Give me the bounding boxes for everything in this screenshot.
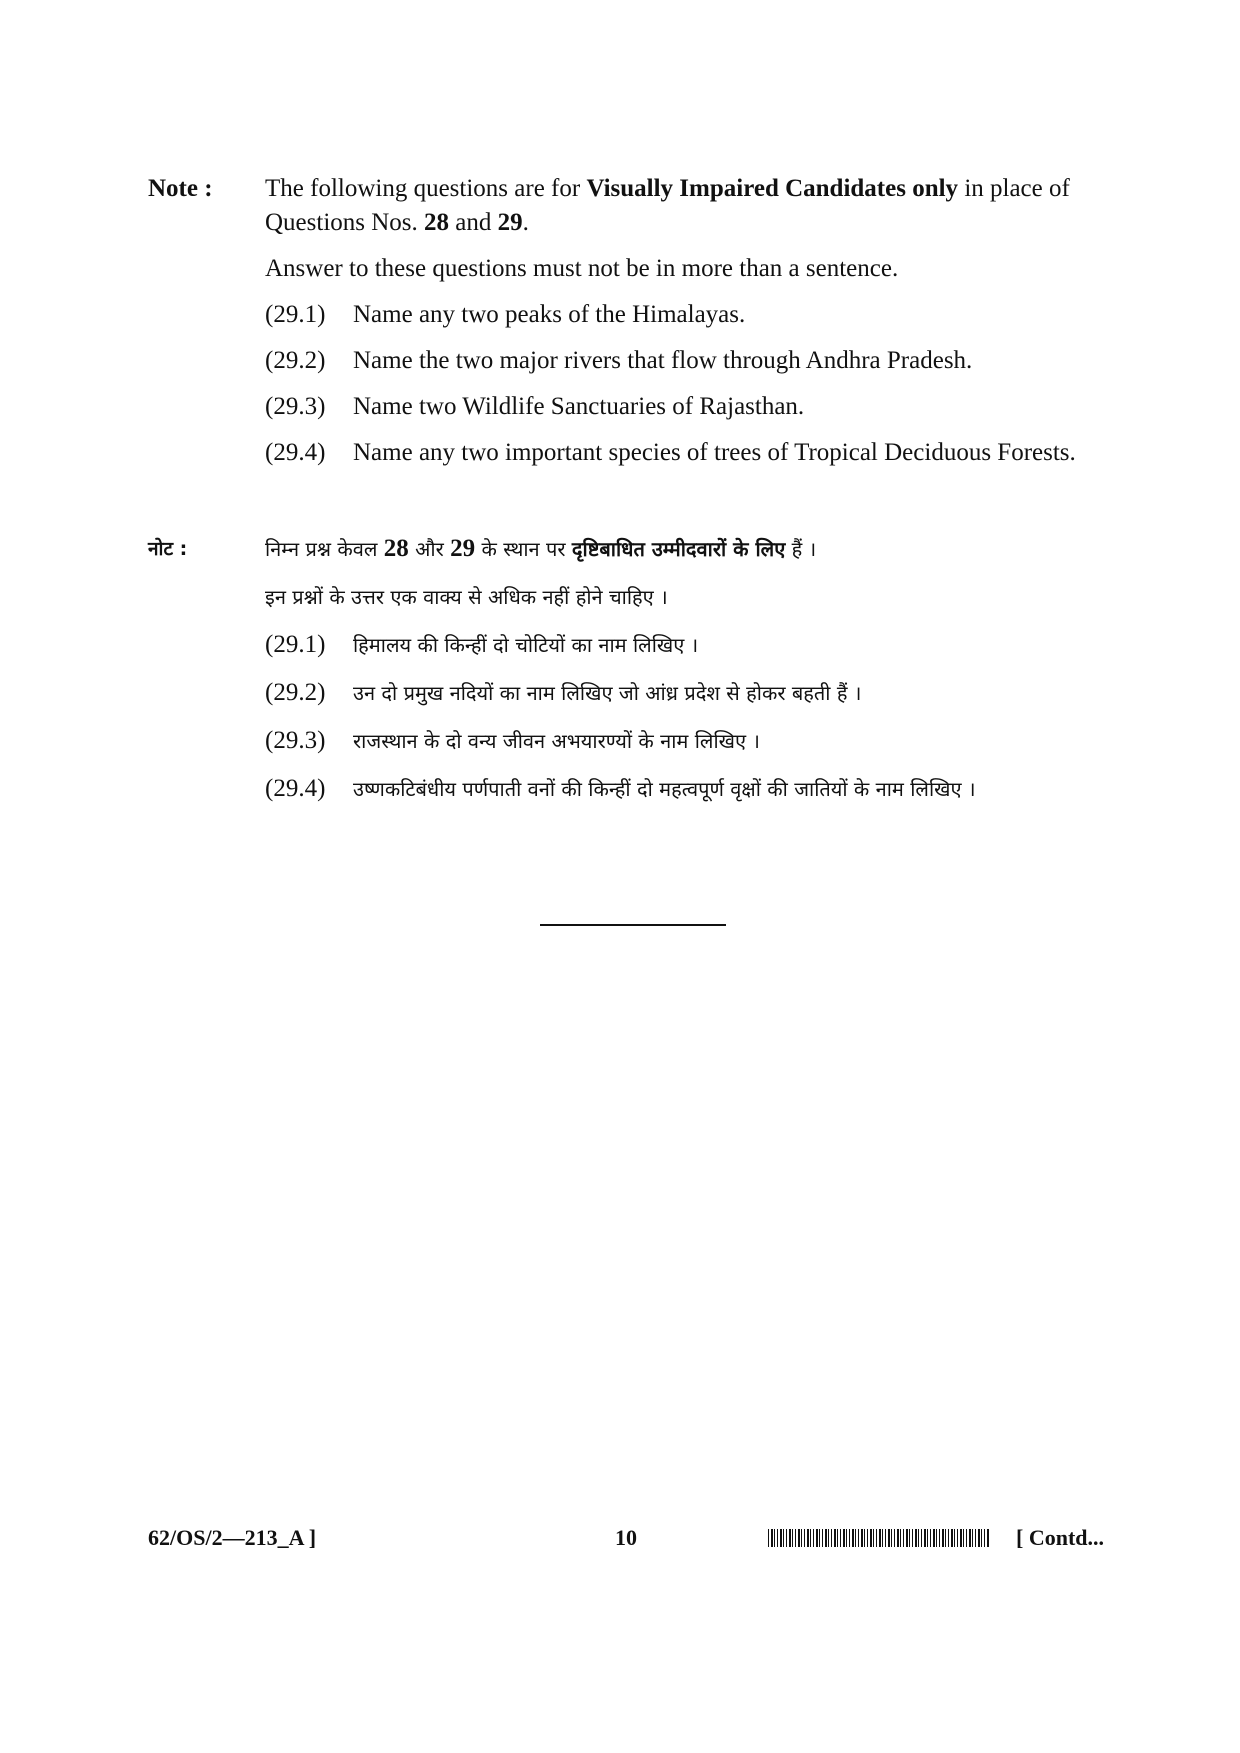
question-text: Name the two major rivers that flow through Andhra Pradesh. bbox=[353, 347, 973, 374]
note-label-hindi: नोट : bbox=[148, 538, 188, 560]
question-item bbox=[265, 724, 1128, 758]
question-item bbox=[265, 436, 1118, 470]
question-item bbox=[265, 628, 1128, 662]
question-item bbox=[265, 344, 1118, 378]
note-instruction: Answer to these questions must not be in more than a sentence. bbox=[265, 255, 899, 282]
question-number: (29.2) bbox=[265, 347, 326, 374]
hindi-note bbox=[148, 532, 1128, 826]
barcode-image bbox=[768, 1529, 990, 1547]
question-number: (29.4) bbox=[265, 775, 326, 802]
question-number: (29.1) bbox=[265, 301, 326, 328]
english-note bbox=[148, 172, 1118, 495]
page-number: 10 bbox=[615, 1525, 637, 1550]
question-text: हिमालय की किन्हीं दो चोटियों का नाम लिखिए । bbox=[353, 633, 699, 657]
question-item bbox=[265, 390, 1118, 424]
question-number: (29.3) bbox=[265, 393, 326, 420]
question-text: Name any two important species of trees of Tropical Deciduous Forests. bbox=[353, 439, 1076, 466]
note-intro: The following questions are for Visually Impaired Candidates only in place of Questions Nos. 28 and 29. bbox=[265, 175, 1070, 236]
question-text: Name any two peaks of the Himalayas. bbox=[353, 301, 746, 328]
question-text: उष्णकटिबंधीय पर्णपाती वनों की किन्हीं दो महत्वपूर्ण वृक्षों की जातियों के नाम लिखिए । bbox=[353, 777, 976, 801]
note-emphasis-hindi: दृष्टिबाधित उम्मीदवारों के लिए bbox=[571, 537, 786, 561]
question-text: Name two Wildlife Sanctuaries of Rajasthan. bbox=[353, 393, 805, 420]
note-instruction-hindi: इन प्रश्नों के उत्तर एक वाक्य से अधिक नहीं होने चाहिए । bbox=[265, 585, 668, 609]
note-intro-hindi: निम्न प्रश्न केवल 28 और 29 के स्थान पर दृष्टिबाधित उम्मीदवारों के लिए हैं । bbox=[265, 535, 817, 562]
question-item bbox=[265, 298, 1118, 332]
question-number: (29.3) bbox=[265, 727, 326, 754]
note-label: Note : bbox=[148, 175, 213, 202]
page-footer bbox=[0, 1525, 1240, 1561]
question-list bbox=[265, 298, 1118, 470]
question-number: (29.2) bbox=[265, 679, 326, 706]
question-number: (29.1) bbox=[265, 631, 326, 658]
paper-code: 62/OS/2—213_A ] bbox=[148, 1525, 317, 1550]
question-number: (29.4) bbox=[265, 439, 326, 466]
continued-label: [ Contd... bbox=[1016, 1525, 1105, 1550]
section-divider bbox=[540, 924, 726, 926]
question-list-hindi bbox=[265, 628, 1128, 806]
question-text: उन दो प्रमुख नदियों का नाम लिखिए जो आंध्र प्रदेश से होकर बहती हैं । bbox=[353, 681, 862, 705]
question-item bbox=[265, 676, 1128, 710]
note-emphasis: Visually Impaired Candidates only bbox=[586, 175, 959, 202]
question-item bbox=[265, 772, 1128, 806]
question-text: राजस्थान के दो वन्य जीवन अभयारण्यों के नाम लिखिए । bbox=[353, 729, 760, 753]
